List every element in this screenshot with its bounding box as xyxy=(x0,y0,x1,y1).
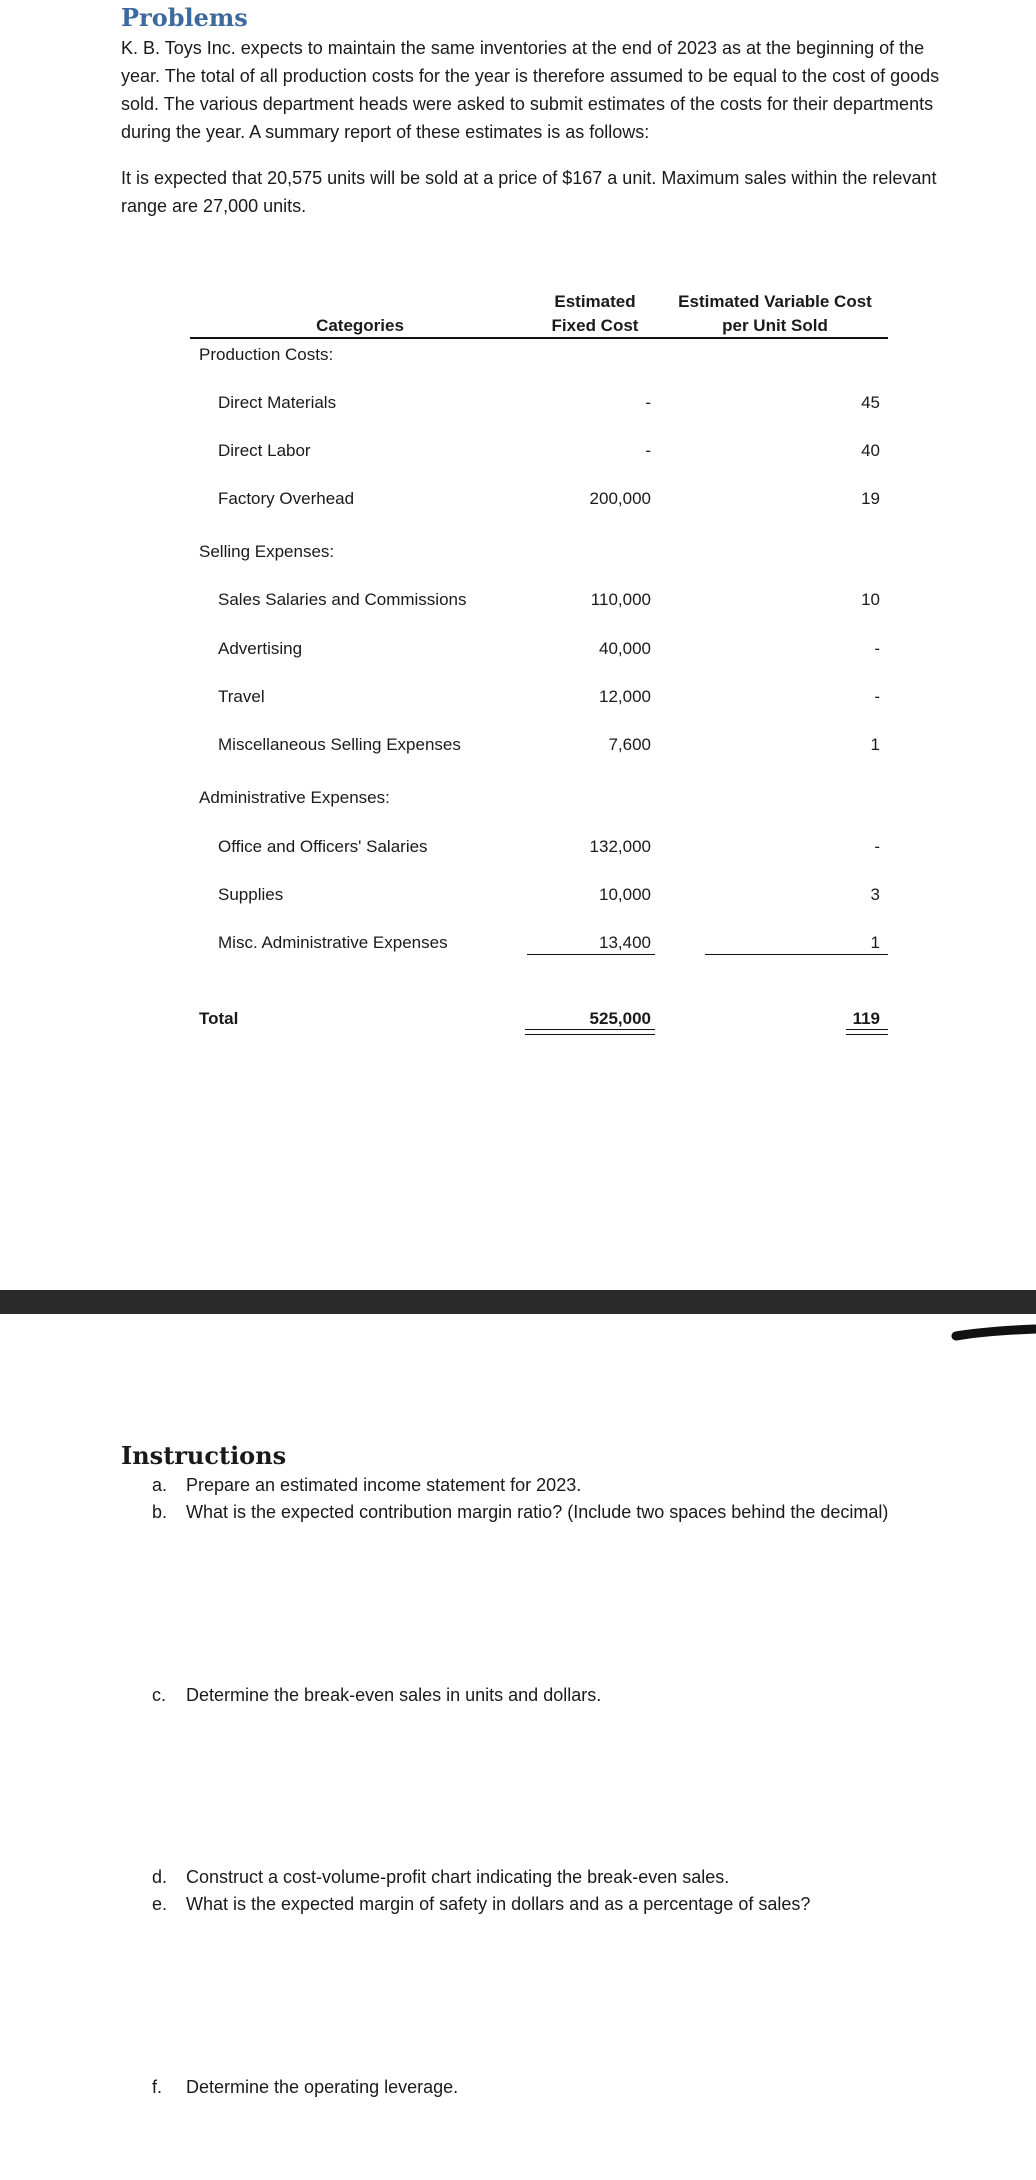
row-fixed-cost: 12,000 xyxy=(599,687,651,706)
total-double-rule-fixed xyxy=(525,1029,655,1035)
instruction-text: Determine the break-even sales in units and dollars. xyxy=(186,1685,602,1705)
row-label: Office and Officers' Salaries xyxy=(218,837,428,856)
row-fixed-cost: 110,000 xyxy=(590,590,651,609)
total-double-rule-variable xyxy=(846,1029,888,1035)
instruction-item xyxy=(152,1682,601,1708)
instruction-text: Determine the operating leverage. xyxy=(186,2077,459,2097)
total-variable-cost: 119 xyxy=(852,1009,880,1028)
row-fixed-cost: 10,000 xyxy=(599,885,651,904)
subtotal-rule-fixed xyxy=(527,954,655,955)
row-variable-cost: 3 xyxy=(870,885,880,904)
instruction-item xyxy=(152,1864,729,1890)
instruction-letter: c. xyxy=(152,1685,167,1705)
group-production-costs: Production Costs: xyxy=(199,345,334,364)
row-fixed-cost: 132,000 xyxy=(589,837,651,856)
intro-paragraph: K. B. Toys Inc. expects to maintain the same inventories at the end of 2023 as at the beginning of the year. The total of all production costs for the year is therefore assumed to be equal to the cost of goods sold. The various department heads were asked to submit estimates of the costs for their departments during the year. A summary report of these estimates is as follows: xyxy=(121,38,940,142)
row-variable-cost: 40 xyxy=(861,441,880,460)
instruction-item xyxy=(152,1472,581,1498)
instruction-text: What is the expected contribution margin ratio? (Include two spaces behind the decimal) xyxy=(186,1502,889,1522)
page-title: Problems xyxy=(121,3,248,32)
instruction-item xyxy=(152,1891,810,1917)
row-variable-cost: 45 xyxy=(861,393,880,412)
instruction-letter: e. xyxy=(152,1894,168,1914)
header-fixed-cost: Estimated Fixed Cost xyxy=(551,292,639,335)
row-label: Advertising xyxy=(218,639,303,658)
row-variable-cost: - xyxy=(874,687,880,706)
total-fixed-cost: 525,000 xyxy=(589,1009,651,1028)
row-variable-cost: 10 xyxy=(861,590,880,609)
instruction-item xyxy=(152,1499,888,1525)
row-label: Sales Salaries and Commissions xyxy=(218,590,467,609)
instruction-letter: b. xyxy=(152,1502,168,1522)
dark-band-divider xyxy=(0,1290,1036,1314)
subtotal-rule-variable xyxy=(705,954,888,955)
row-label: Misc. Administrative Expenses xyxy=(218,933,448,952)
instruction-text: Prepare an estimated income statement for 2023. xyxy=(186,1475,582,1495)
instruction-letter: a. xyxy=(152,1475,168,1495)
row-fixed-cost: - xyxy=(645,393,651,412)
group-administrative-expenses: Administrative Expenses: xyxy=(199,788,390,807)
instruction-item xyxy=(152,2074,458,2100)
row-fixed-cost: 7,600 xyxy=(608,735,651,754)
header-rule xyxy=(190,337,888,339)
row-variable-cost: 19 xyxy=(861,489,880,508)
instruction-text: Construct a cost-volume-profit chart indicating the break-even sales. xyxy=(186,1867,730,1887)
instruction-text: What is the expected margin of safety in dollars and as a percentage of sales? xyxy=(186,1894,811,1914)
row-fixed-cost: 200,000 xyxy=(589,489,651,508)
pen-mark-scribble xyxy=(950,1320,1036,1344)
sales-paragraph: It is expected that 20,575 units will be sold at a price of $167 a unit. Maximum sales within the relevant range are 27,000 units. xyxy=(121,168,937,216)
instruction-letter: f. xyxy=(152,2077,163,2097)
header-categories: Categories xyxy=(316,316,404,335)
row-label: Miscellaneous Selling Expenses xyxy=(218,735,461,754)
group-selling-expenses: Selling Expenses: xyxy=(199,542,335,561)
row-label: Travel xyxy=(218,687,265,706)
row-fixed-cost: - xyxy=(645,441,651,460)
row-variable-cost: - xyxy=(874,837,880,856)
header-variable-cost: Estimated Variable Cost per Unit Sold xyxy=(678,292,872,335)
row-fixed-cost: 40,000 xyxy=(599,639,651,658)
total-label: Total xyxy=(199,1009,239,1028)
row-variable-cost: 1 xyxy=(870,735,880,754)
row-label: Direct Labor xyxy=(218,441,311,460)
instructions-heading: Instructions xyxy=(121,1441,287,1470)
row-fixed-cost: 13,400 xyxy=(599,933,651,952)
row-label: Factory Overhead xyxy=(218,489,355,508)
row-variable-cost: - xyxy=(874,639,880,658)
instruction-letter: d. xyxy=(152,1867,168,1887)
row-variable-cost: 1 xyxy=(870,933,880,952)
row-label: Direct Materials xyxy=(218,393,337,412)
row-label: Supplies xyxy=(218,885,284,904)
